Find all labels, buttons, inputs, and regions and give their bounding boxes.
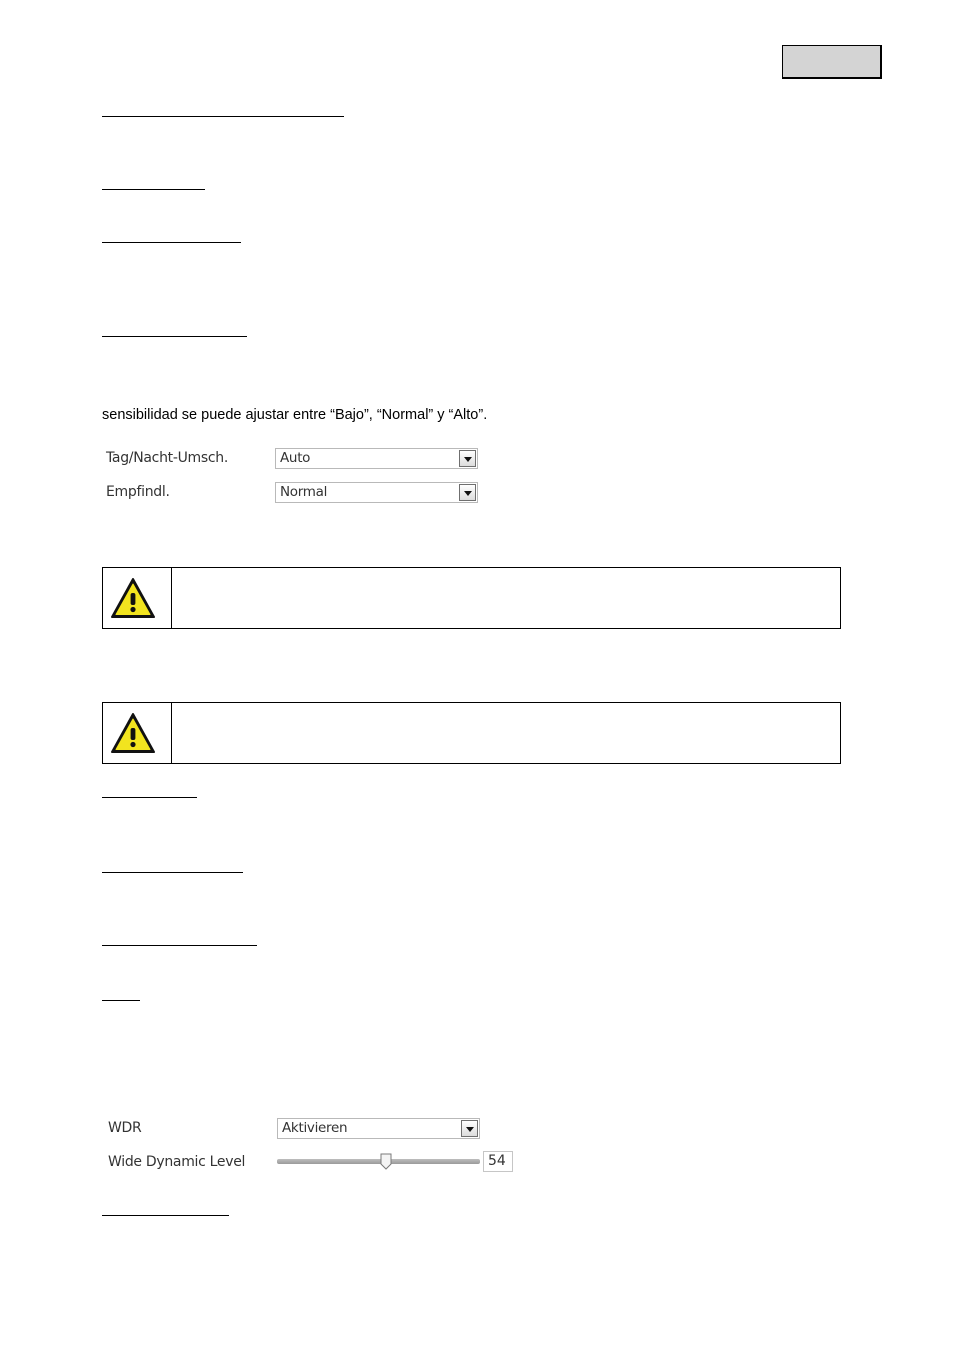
chevron-down-icon[interactable] [459,450,476,467]
warning-notice [102,702,841,764]
wide-dynamic-level-value[interactable]: 54 [483,1151,513,1172]
slider-handle[interactable] [380,1153,392,1170]
wdr-select[interactable] [277,1118,480,1139]
notice-icon-cell [103,568,172,628]
wdr-value: Aktivieren [282,1120,348,1136]
wide-dynamic-level-label: Wide Dynamic Level [108,1154,246,1170]
section-heading-rule [102,1215,229,1216]
day-night-switch-label: Tag/Nacht-Umsch. [106,450,228,466]
section-heading-rule [102,1000,140,1001]
sensitivity-value: Normal [280,484,328,500]
day-night-switch-select[interactable] [275,448,478,469]
sensitivity-description: sensibilidad se puede ajustar entre “Bajo”, “Normal” y “Alto”. [102,407,488,423]
wdr-label: WDR [108,1120,142,1136]
warning-notice [102,567,841,629]
chevron-down-icon[interactable] [459,484,476,501]
section-heading-rule [102,116,344,117]
sensitivity-label: Empfindl. [106,484,170,500]
section-heading-rule [102,945,257,946]
section-heading-rule [102,189,205,190]
section-heading-rule [102,242,241,243]
notice-icon-cell [103,703,172,763]
sensitivity-select[interactable] [275,482,478,503]
day-night-switch-value: Auto [280,450,311,466]
language-tab [782,45,882,79]
section-heading-rule [102,872,243,873]
section-heading-rule [102,336,247,337]
section-heading-rule [102,797,197,798]
wide-dynamic-level-slider[interactable] [277,1159,480,1164]
chevron-down-icon[interactable] [461,1120,478,1137]
warning-triangle-icon [110,711,156,755]
warning-triangle-icon [110,576,156,620]
